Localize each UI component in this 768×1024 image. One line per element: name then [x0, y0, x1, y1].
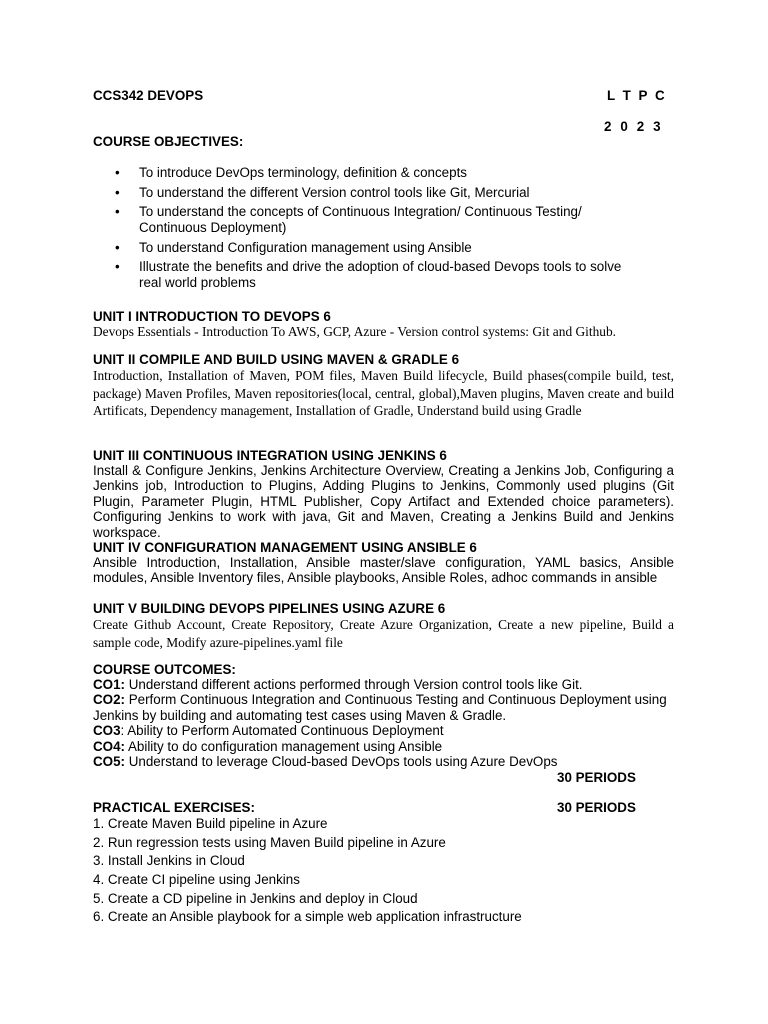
outcomes-list	[93, 677, 674, 769]
ltpc-values: 2 0 2 3	[604, 119, 664, 134]
outcome-text: Perform Continuous Integration and Continuous Testing and Continuous Deployment using Jenkins by building and automating test cases using Maven & Gradle.	[93, 692, 667, 723]
objective-item	[93, 240, 673, 255]
unit-4-body: Ansible Introduction, Installation, Ansible master/slave configuration, YAML basics, Ansible modules, Ansible Inventory files, Ansible playbooks, Ansible Roles, adhoc commands in ansible	[93, 555, 674, 586]
practical-heading: PRACTICAL EXERCISES:	[93, 800, 255, 815]
objective-text: To understand the concepts of Continuous Integration/ Continuous Testing/	[139, 204, 582, 220]
course-code: CCS342 DEVOPS	[93, 88, 204, 103]
objective-text: To introduce DevOps terminology, definition & concepts	[139, 165, 467, 180]
outcome-item	[93, 677, 674, 692]
unit-5-title: UNIT V BUILDING DEVOPS PIPELINES USING AZURE 6	[93, 601, 446, 616]
practical-item: 3. Install Jenkins in Cloud	[93, 853, 245, 869]
outcome-code: CO1:	[93, 677, 125, 692]
bullet-icon: •	[115, 184, 120, 200]
unit-3-body: Install & Configure Jenkins, Jenkins Architecture Overview, Creating a Jenkins Job, Configuring a Jenkins job, Introduction to Plugins, Adding Plugins to Jenkins, Commonly used plugins (Git Plugin, Parameter Plugin, HTML Publisher, Copy Artifact and Extended choice parameters). Configuring Jenkins to work with java, Git and Maven, Creating a Jenkins Build and Jenkins workspace.	[93, 463, 674, 540]
outcomes-heading: COURSE OUTCOMES:	[93, 662, 236, 677]
practical-item: 6. Create an Ansible playbook for a simple web application infrastructure	[93, 909, 522, 925]
practical-list	[93, 816, 674, 928]
objective-text: To understand the different Version control tools like Git, Mercurial	[139, 184, 530, 200]
outcome-item	[93, 692, 674, 723]
objective-text-cont: real world problems	[139, 274, 256, 290]
bullet-icon: •	[115, 259, 120, 275]
unit-2-body: Introduction, Installation of Maven, POM files, Maven Build lifecycle, Build phases(compile build, test, package) Maven Profiles, Maven repositories(local, central, global),Maven plugins, Maven create and build Artificats, Dependency management, Installation of Gradle, Understand build using Gradle	[93, 368, 674, 418]
objective-text: To understand Configuration management using Ansible	[139, 239, 472, 255]
outcome-code: CO3	[93, 723, 121, 739]
outcome-item	[93, 723, 674, 738]
outcome-item	[93, 754, 674, 769]
bullet-icon: •	[115, 239, 120, 255]
unit-4-title: UNIT IV CONFIGURATION MANAGEMENT USING ANSIBLE 6	[93, 540, 477, 555]
practical-item: 4. Create CI pipeline using Jenkins	[93, 872, 300, 888]
practical-item: 2. Run regression tests using Maven Build pipeline in Azure	[93, 834, 446, 850]
outcome-code: CO4:	[93, 738, 125, 754]
objective-item	[93, 259, 673, 290]
objective-text-cont: Continuous Deployment)	[139, 219, 287, 235]
outcomes-periods: 30 PERIODS	[557, 770, 636, 785]
outcome-text: Understand to leverage Cloud-based DevOps tools using Azure DevOps	[125, 754, 558, 770]
unit-5-body: Create Github Account, Create Repository, Create Azure Organization, Create a new pipeline, Build a sample code, Modify azure-pipelines.yaml file	[93, 617, 674, 650]
objectives-list	[93, 165, 673, 294]
outcome-text: Understand different actions performed through Version control tools like Git.	[125, 677, 583, 692]
outcome-code: CO5:	[93, 754, 125, 770]
outcome-item	[93, 739, 674, 754]
objective-text: Illustrate the benefits and drive the adoption of cloud-based Devops tools to solve	[139, 259, 622, 275]
objective-item	[93, 185, 673, 200]
unit-2-title: UNIT II COMPILE AND BUILD USING MAVEN & GRADLE 6	[93, 352, 460, 367]
outcome-text: Ability to do configuration management using Ansible	[125, 738, 443, 754]
unit-1-title: UNIT I INTRODUCTION TO DEVOPS 6	[93, 309, 331, 324]
unit-1-body: Devops Essentials - Introduction To AWS, GCP, Azure - Version control systems: Git and Github.	[93, 324, 617, 339]
outcome-code: CO2:	[93, 692, 125, 708]
bullet-icon: •	[115, 204, 120, 220]
unit-3-title: UNIT III CONTINUOUS INTEGRATION USING JENKINS 6	[93, 448, 447, 463]
objective-item	[93, 204, 673, 235]
practical-item: 1. Create Maven Build pipeline in Azure	[93, 816, 328, 831]
objectives-heading: COURSE OBJECTIVES:	[93, 134, 244, 149]
bullet-icon: •	[115, 165, 120, 180]
practical-periods: 30 PERIODS	[557, 800, 636, 815]
outcome-text: : Ability to Perform Automated Continuous Deployment	[120, 723, 444, 739]
objective-item	[93, 165, 673, 180]
practical-item: 5. Create a CD pipeline in Jenkins and deploy in Cloud	[93, 890, 418, 906]
ltpc-label: L T P C	[607, 88, 667, 103]
